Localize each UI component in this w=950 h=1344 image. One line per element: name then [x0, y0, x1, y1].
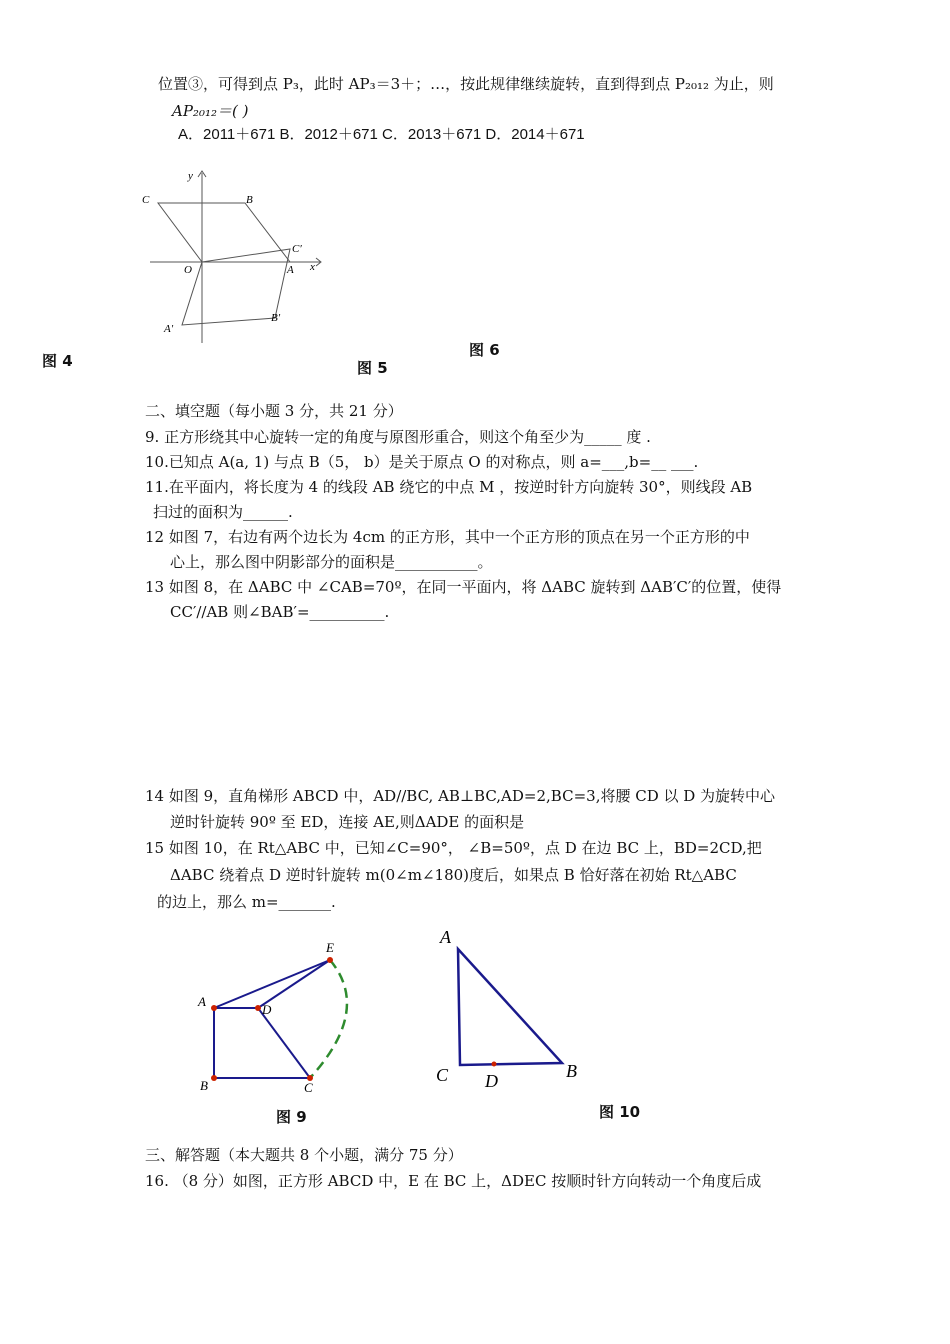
point-A	[211, 1005, 217, 1011]
caption-fig5: 图 5	[357, 359, 388, 377]
label-D: D	[262, 1002, 272, 1017]
question-15-line-1: 15 如图 10，在 Rt△ABC 中，已知∠C=90°， ∠B=50º，点 D 在边 BC 上，BD=2CD,把	[145, 839, 762, 857]
label-C: C	[142, 194, 150, 206]
point-D	[492, 1062, 497, 1067]
section-2-heading: 二、填空题（每小题 3 分，共 21 分）	[145, 402, 403, 420]
intro-line-2: AP₂₀₁₂＝( )	[172, 102, 249, 120]
label-B: B	[246, 194, 253, 206]
question-15-line-2: ΔABC 绕着点 D 逆时针旋转 m(0∠m∠180)度后，如果点 B 恰好落在初始 Rt△ABC	[170, 866, 737, 884]
figure-10-diagram	[432, 925, 597, 1095]
label-A-prime: A′	[164, 323, 174, 335]
question-12-line-2: 心上，那么图中阴影部分的面积是___________。	[170, 553, 493, 571]
question-14-line-2: 逆时针旋转 90º 至 ED，连接 AE,则ΔADE 的面积是	[170, 813, 525, 831]
caption-fig6: 图 6	[469, 341, 500, 359]
question-13-line-1: 13 如图 8，在 ΔABC 中 ∠CAB=70º，在同一平面内，将 ΔABC 旋转到 ΔAB′C′的位置，使得	[145, 578, 782, 596]
figure-5-diagram	[140, 165, 340, 350]
triangle-ABC	[458, 949, 562, 1065]
label-C-prime: C′	[292, 243, 302, 255]
question-10: 10.已知点 A(a, 1) 与点 B（5， b）是关于原点 O 的对称点，则 a=___,b=__ ___.	[145, 453, 699, 471]
label-A: A	[198, 994, 206, 1009]
question-13-line-2: CC′//AB 则∠BAB′=__________.	[170, 603, 390, 621]
label-B-prime: B′	[271, 312, 281, 324]
label-E: E	[326, 940, 334, 955]
label-C: C	[436, 1065, 449, 1085]
caption-fig4: 图 4	[42, 352, 73, 370]
rotation-arc	[310, 960, 347, 1078]
caption-fig9: 图 9	[276, 1108, 307, 1126]
label-A: A	[440, 927, 451, 947]
question-11-line-2: 扫过的面积为______.	[153, 503, 293, 521]
question-9: 9. 正方形绕其中心旋转一定的角度与原图形重合，则这个角至少为_____ 度 .	[145, 428, 651, 446]
label-C: C	[304, 1080, 313, 1095]
question-15-line-3: 的边上，那么 m=_______.	[157, 893, 336, 911]
label-B: B	[566, 1061, 577, 1081]
section-3-heading: 三、解答题（本大题共 8 个小题，满分 75 分）	[145, 1146, 463, 1164]
label-A: A	[287, 264, 294, 276]
caption-fig10: 图 10	[599, 1103, 641, 1121]
segment-AE	[214, 960, 330, 1008]
label-D: D	[485, 1071, 498, 1091]
parallelogram-OABC	[158, 203, 290, 262]
segment-CD	[258, 1008, 310, 1078]
label-y: y	[188, 170, 193, 182]
point-B	[211, 1075, 217, 1081]
question-11-line-1: 11.在平面内，将长度为 4 的线段 AB 绕它的中点 M ，按逆时针方向旋转 30°，则线段 AB	[145, 478, 753, 496]
point-E	[327, 957, 333, 963]
label-O: O	[184, 264, 192, 276]
segment-DE	[258, 960, 330, 1008]
label-x: x	[310, 261, 315, 273]
question-14-line-1: 14 如图 9，直角梯形 ABCD 中，AD//BC, AB⊥BC,AD=2,BC=3,将腰 CD 以 D 为旋转中心	[145, 787, 776, 805]
label-B: B	[200, 1078, 208, 1093]
figure-9-diagram	[190, 938, 370, 1098]
question-16: 16. （8 分）如图，正方形 ABCD 中，E 在 BC 上，ΔDEC 按顺时针方向转动一个角度后成	[145, 1172, 762, 1190]
intro-line-1: 位置③，可得到点 P₃，此时 AP₃＝3＋；…，按此规律继续旋转，直到得到点 P₂₀₁₂ 为止，则	[158, 75, 774, 93]
point-D	[255, 1005, 261, 1011]
answer-options: A．2011＋671 B．2012＋671 C．2013＋671 D．2014＋671	[178, 126, 585, 143]
question-12-line-1: 12 如图 7，右边有两个边长为 4cm 的正方形，其中一个正方形的顶点在另一个正方形的中	[145, 528, 750, 546]
